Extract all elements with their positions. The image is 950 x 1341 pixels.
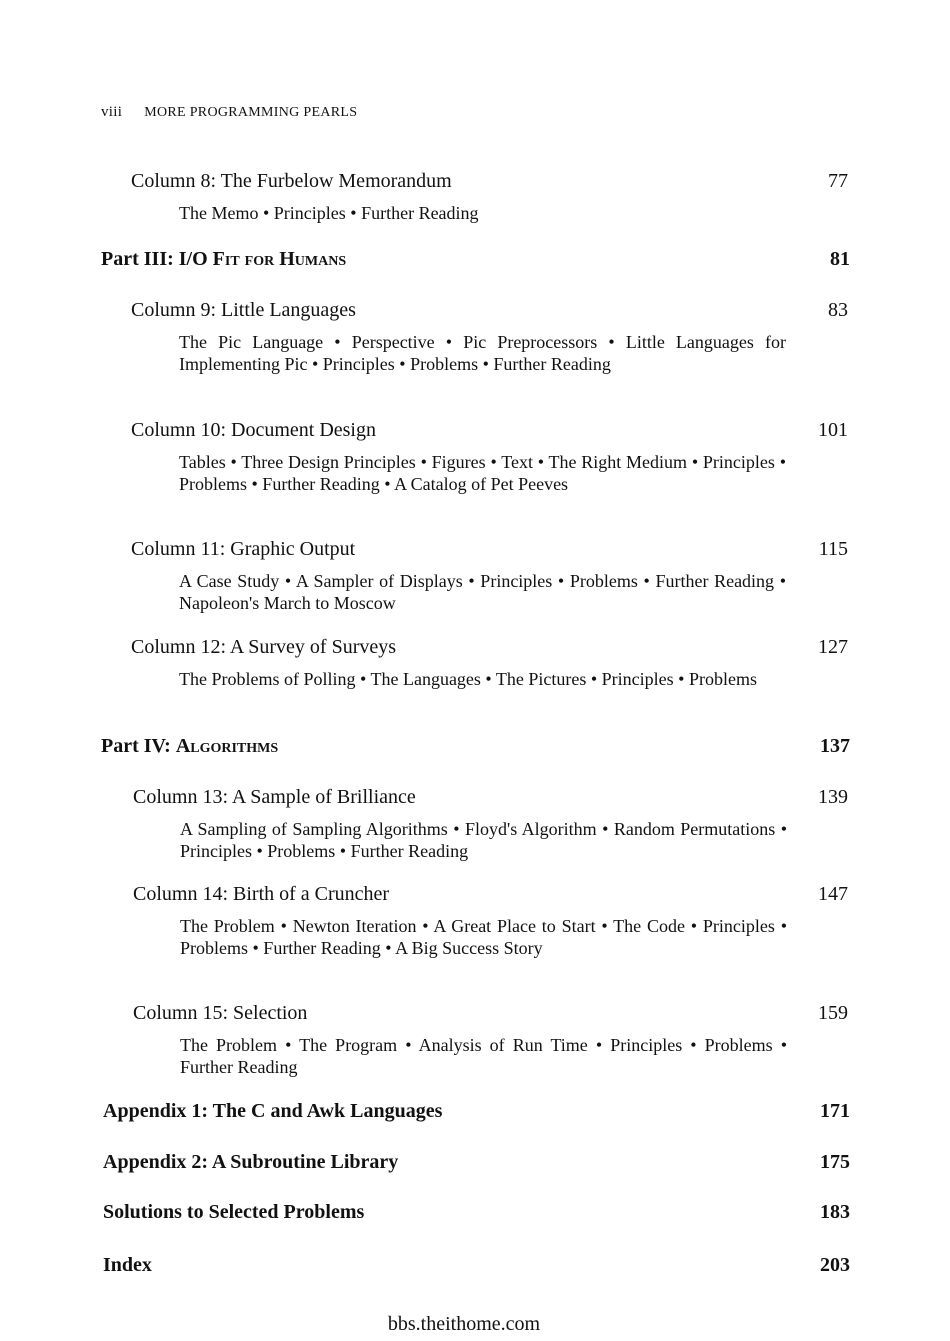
entry-title: Column 8: The Furbelow Memorandum (131, 170, 452, 192)
entry-page: 203 (820, 1254, 850, 1276)
entry-description: The Pic Language • Perspective • Pic Preprocessors • Little Languages for Implementing Pic • Principles • Problems • Further Reading (179, 332, 786, 374)
entry-title: Column 9: Little Languages (131, 299, 356, 321)
entry-description: The Memo • Principles • Further Reading (179, 203, 479, 223)
page-number: viii (101, 104, 123, 120)
entry-description: The Problems of Polling • The Languages • The Pictures • Principles • Problems (179, 669, 757, 689)
entry-page: 171 (820, 1100, 850, 1122)
entry-description: Tables • Three Design Principles • Figures • Text • The Right Medium • Principles • Problems • Further Reading • A Catalog of Pet Peeves (179, 452, 786, 494)
entry-page: 139 (818, 786, 848, 808)
entry-page: 81 (830, 248, 850, 270)
watermark-text: bbs.theithome.com (387, 1313, 541, 1335)
entry-page: 159 (818, 1002, 848, 1024)
entry-page: 77 (828, 170, 848, 192)
entry-page: 127 (818, 636, 848, 658)
entry-title: Column 14: Birth of a Cruncher (133, 883, 390, 905)
entry-title (101, 248, 346, 271)
book-title: MORE PROGRAMMING PEARLS (144, 105, 358, 120)
entry-title: Column 13: A Sample of Brilliance (133, 786, 416, 808)
entry-page: 83 (828, 299, 848, 321)
part-label: Part IV: (101, 735, 171, 757)
part-label: Part III: (101, 248, 174, 270)
entry-description: A Sampling of Sampling Algorithms • Floyd's Algorithm • Random Permutations • Principles • Problems • Further Reading (180, 819, 787, 861)
part-name: I/O Fit for Humans (178, 248, 347, 270)
entry-title: Appendix 1: The C and Awk Languages (103, 1100, 443, 1122)
entry-page: 183 (820, 1201, 850, 1223)
entry-title: Appendix 2: A Subroutine Library (103, 1151, 399, 1173)
entry-description: A Case Study • A Sampler of Displays • Principles • Problems • Further Reading • Napoleon's March to Moscow (179, 571, 786, 613)
entry-page: 147 (818, 883, 848, 905)
entry-page: 101 (818, 419, 848, 441)
part-name: Algorithms (175, 735, 279, 757)
running-header (101, 104, 357, 121)
entry-title: Column 10: Document Design (131, 419, 376, 441)
entry-page: 137 (820, 735, 850, 757)
entry-page: 115 (818, 538, 848, 560)
entry-title: Index (103, 1254, 152, 1276)
entry-title: Column 12: A Survey of Surveys (131, 636, 397, 658)
entry-description: The Problem • Newton Iteration • A Great Place to Start • The Code • Principles • Problems • Further Reading • A Big Success Story (180, 916, 787, 958)
entry-title: Column 15: Selection (133, 1002, 308, 1024)
entry-title: Column 11: Graphic Output (131, 538, 356, 560)
entry-title (101, 735, 278, 758)
entry-title: Solutions to Selected Problems (103, 1201, 365, 1223)
entry-page: 175 (820, 1151, 850, 1173)
entry-description: The Problem • The Program • Analysis of Run Time • Principles • Problems • Further Reading (180, 1035, 787, 1077)
